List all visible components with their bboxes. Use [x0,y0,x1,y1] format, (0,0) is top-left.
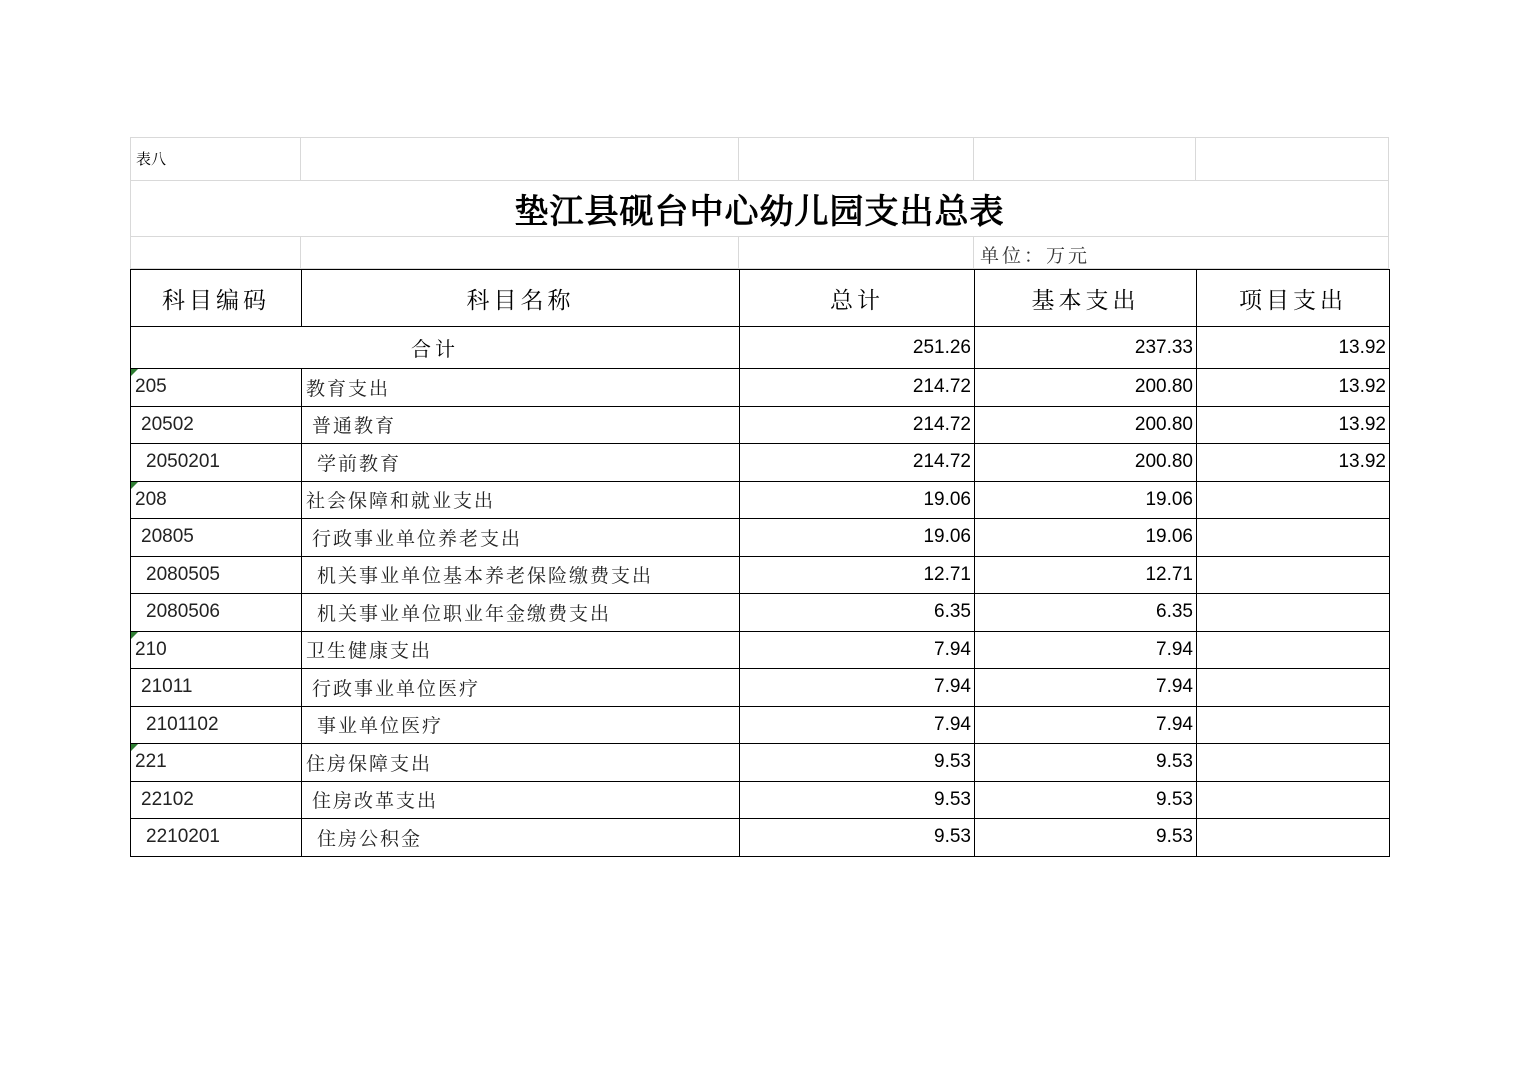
subject-code-text: 2050201 [146,451,220,473]
subject-code-cell [131,669,302,707]
total-amount-cell [740,781,975,819]
total-amount-cell [740,444,975,482]
subject-name-cell [302,631,740,669]
subject-code-cell [131,519,302,557]
table-row [131,781,1390,819]
total-amount-cell [740,819,975,857]
total-amount-text: 7.94 [934,638,971,660]
total-amount-text: 7.94 [934,676,971,698]
subject-name-cell [302,744,740,782]
project-amount-cell [1197,556,1390,594]
unit-row [130,237,1389,269]
empty-cell [739,138,974,181]
basic-amount-cell [975,819,1197,857]
project-amount-cell [1197,519,1390,557]
project-amount-text: 13.92 [1338,413,1386,435]
total-basic-amount: 237.33 [975,327,1197,369]
subject-code-cell [131,481,302,519]
total-amount-cell [740,669,975,707]
basic-amount-text: 12.71 [1145,563,1193,585]
total-amount-cell [740,744,975,782]
text-number-indicator-icon [131,482,138,489]
basic-amount-cell [975,481,1197,519]
subject-name-text: 卫生健康支出 [306,640,433,663]
subject-code-text: 210 [135,638,167,660]
subject-code-text: 205 [135,376,167,398]
subject-name-cell [302,369,740,407]
total-amount-text: 7.94 [934,713,971,735]
subject-name-cell [302,556,740,594]
total-amount-cell [740,631,975,669]
total-amount-cell [740,369,975,407]
subject-name-text: 学前教育 [317,452,402,475]
subject-code-text: 22102 [141,788,194,810]
unit-label: 单位：万元 [974,237,1389,269]
subject-code-cell [131,819,302,857]
empty-cell [739,237,974,269]
subject-code-text: 2080506 [146,601,220,623]
column-header-code: 科目编码 [131,270,302,327]
project-amount-cell [1197,669,1390,707]
project-amount-cell [1197,706,1390,744]
column-header-basic: 基本支出 [975,270,1197,327]
project-amount-cell [1197,481,1390,519]
total-amount-text: 214.72 [912,376,971,398]
subject-name-cell [302,781,740,819]
subject-name-cell [302,406,740,444]
total-amount-cell [740,706,975,744]
total-amount-text: 12.71 [923,563,971,585]
table-header-row [131,270,1390,327]
total-amount-text: 19.06 [923,526,971,548]
basic-amount-cell [975,631,1197,669]
expense-table [130,269,1390,857]
project-amount-cell [1197,594,1390,632]
table-row [131,481,1390,519]
basic-amount-text: 9.53 [1156,826,1193,848]
basic-amount-cell [975,744,1197,782]
subject-name-text: 机关事业单位职业年金缴费支出 [317,602,612,625]
basic-amount-cell [975,556,1197,594]
subject-name-text: 行政事业单位医疗 [312,677,481,700]
total-amount-cell [740,556,975,594]
subject-code-cell [131,444,302,482]
subject-name-cell [302,444,740,482]
basic-amount-text: 7.94 [1156,676,1193,698]
table-row [131,556,1390,594]
basic-amount-text: 9.53 [1156,788,1193,810]
subject-name-text: 住房改革支出 [312,790,439,813]
subject-name-text: 教育支出 [306,377,391,400]
table-row [131,706,1390,744]
total-amount-text: 9.53 [934,826,971,848]
table-row [131,819,1390,857]
table-label-row [130,137,1389,180]
total-amount-text: 214.72 [912,451,971,473]
total-amount-text: 9.53 [934,788,971,810]
subject-name-cell [302,669,740,707]
subject-code-cell [131,556,302,594]
title-row [130,180,1389,237]
subject-code-cell [131,406,302,444]
subject-code-cell [131,706,302,744]
subject-code-cell [131,631,302,669]
subject-name-text: 普通教育 [312,415,397,438]
subject-code-cell [131,369,302,407]
basic-amount-cell [975,519,1197,557]
subject-code-text: 2080505 [146,563,220,585]
page-title: 垫江县砚台中心幼儿园支出总表 [130,180,1389,237]
table-label: 表八 [130,138,301,181]
project-amount-cell [1197,781,1390,819]
total-amount-cell [740,519,975,557]
subject-name-cell [302,706,740,744]
basic-amount-cell [975,406,1197,444]
table-row [131,519,1390,557]
basic-amount-cell [975,706,1197,744]
total-amount-text: 9.53 [934,751,971,773]
total-project-amount: 13.92 [1197,327,1390,369]
subject-name-text: 行政事业单位养老支出 [312,527,523,550]
subject-name-text: 机关事业单位基本养老保险缴费支出 [317,565,654,588]
text-number-indicator-icon [131,632,138,639]
project-amount-text: 13.92 [1338,376,1386,398]
project-amount-cell [1197,369,1390,407]
subject-name-text: 住房公积金 [317,827,423,850]
total-amount-cell [740,594,975,632]
subject-name-text: 事业单位医疗 [317,715,444,738]
subject-code-text: 20805 [141,526,194,548]
total-amount-text: 19.06 [923,488,971,510]
subject-name-cell [302,481,740,519]
subject-name-cell [302,594,740,632]
basic-amount-text: 7.94 [1156,713,1193,735]
basic-amount-text: 200.80 [1134,451,1193,473]
table-row [131,631,1390,669]
expense-summary-sheet [130,137,1389,857]
empty-cell [1196,138,1389,181]
subject-code-text: 2210201 [146,826,220,848]
basic-amount-text: 200.80 [1134,376,1193,398]
basic-amount-text: 19.06 [1145,526,1193,548]
column-header-total: 总计 [740,270,975,327]
project-amount-cell [1197,819,1390,857]
project-amount-cell [1197,444,1390,482]
subject-code-text: 221 [135,751,167,773]
subject-code-text: 21011 [141,676,193,698]
table-row [131,369,1390,407]
table-row [131,406,1390,444]
basic-amount-text: 19.06 [1145,488,1193,510]
column-header-name: 科目名称 [302,270,740,327]
total-amount: 251.26 [740,327,975,369]
table-row [131,744,1390,782]
basic-amount-text: 9.53 [1156,751,1193,773]
text-number-indicator-icon [131,744,138,751]
basic-amount-text: 7.94 [1156,638,1193,660]
subject-name-cell [302,519,740,557]
total-amount-cell [740,406,975,444]
project-amount-cell [1197,406,1390,444]
table-row [131,444,1390,482]
empty-cell [301,237,739,269]
text-number-indicator-icon [131,369,138,376]
table-row [131,594,1390,632]
subject-code-cell [131,781,302,819]
empty-cell [130,237,301,269]
subject-name-text: 住房保障支出 [306,752,433,775]
basic-amount-cell [975,594,1197,632]
total-row [131,327,1390,369]
basic-amount-cell [975,781,1197,819]
subject-code-text: 2101102 [146,713,219,735]
subject-name-text: 社会保障和就业支出 [306,490,496,513]
project-amount-cell [1197,631,1390,669]
basic-amount-text: 200.80 [1134,413,1193,435]
project-amount-cell [1197,744,1390,782]
subject-code-cell [131,594,302,632]
basic-amount-cell [975,444,1197,482]
basic-amount-text: 6.35 [1156,601,1193,623]
project-amount-text: 13.92 [1338,451,1386,473]
total-amount-text: 214.72 [912,413,971,435]
empty-cell [974,138,1196,181]
total-amount-cell [740,481,975,519]
basic-amount-cell [975,369,1197,407]
subject-code-text: 20502 [141,413,194,435]
subject-name-cell [302,819,740,857]
empty-cell [301,138,739,181]
subject-code-text: 208 [135,488,167,510]
column-header-project: 项目支出 [1197,270,1390,327]
basic-amount-cell [975,669,1197,707]
subject-code-cell [131,744,302,782]
table-row [131,669,1390,707]
total-amount-text: 6.35 [934,601,971,623]
total-label: 合计 [131,327,740,369]
